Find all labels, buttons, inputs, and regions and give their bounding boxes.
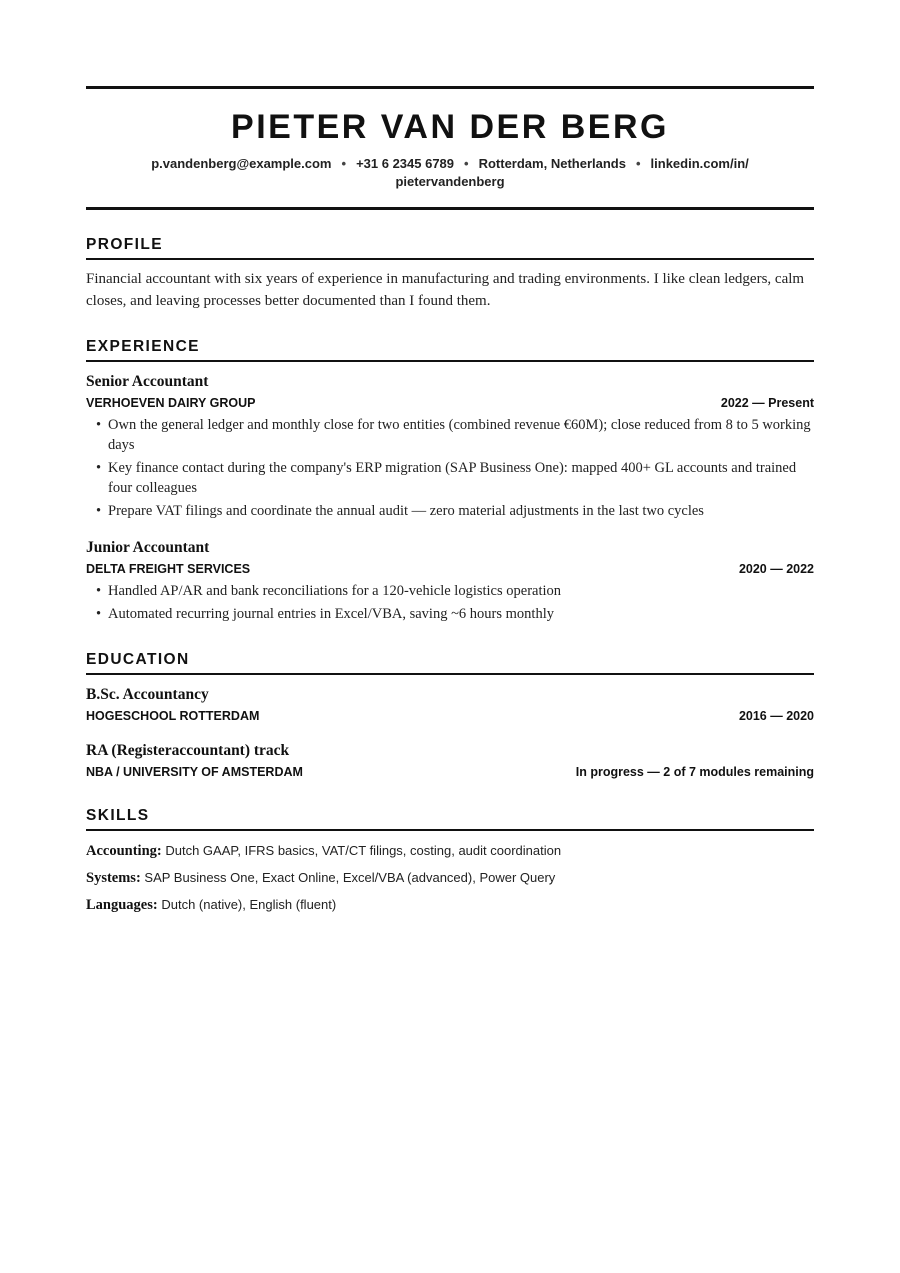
section-title-profile: PROFILE	[86, 236, 814, 260]
job-title: Junior Accountant	[86, 538, 210, 556]
job-title: Senior Accountant	[86, 373, 209, 390]
job-bullet: • Own the general ledger and monthly close for two entities (combined revenue €60M); close reduced from 8 to 5 working days	[96, 416, 814, 455]
contact-separator: •	[464, 156, 469, 171]
job-meta	[86, 560, 814, 578]
job-meta	[86, 394, 814, 412]
skill-label: Languages:	[86, 896, 158, 913]
profile-text: Financial accountant with six years of experience in manufacturing and trading environments. I like clean ledgers, calm closes, and leaving processes better documented than I found them.	[86, 271, 805, 309]
experience-section	[86, 338, 814, 625]
job-dates: 2022 — Present	[720, 396, 814, 410]
employer-name: VERHOEVEN DAIRY GROUP	[86, 396, 256, 410]
contact-phone[interactable]: +31 6 2345 6789	[356, 156, 455, 171]
job-bullets	[86, 582, 814, 625]
skills-section	[86, 807, 814, 915]
contact-separator: •	[635, 156, 641, 171]
job-bullet: • Handled AP/AR and bank reconciliations for a 120-vehicle logistics operation	[96, 582, 814, 602]
section-title-experience: EXPERIENCE	[86, 338, 814, 362]
education-dates: In progress — 2 of 7 modules remaining	[575, 764, 814, 779]
degree-title: B.Sc. Accountancy	[86, 685, 209, 703]
contact-location: Rotterdam, Netherlands	[478, 156, 626, 171]
education-entry	[86, 741, 814, 781]
experience-entry	[86, 538, 814, 625]
education-dates: 2016 — 2020	[738, 708, 814, 723]
degree-title: RA (Registeraccountant) track	[86, 741, 290, 759]
job-bullet: • Key finance contact during the company's ERP migration (SAP Business One): mapped 400+ GL accounts and trained four colleagues	[96, 459, 814, 498]
institution-name: NBA / UNIVERSITY OF AMSTERDAM	[86, 764, 303, 779]
skill-label: Accounting:	[86, 842, 162, 859]
education-meta	[86, 763, 814, 781]
contact-separator: •	[341, 156, 347, 171]
job-bullets	[86, 416, 814, 522]
section-title-education: EDUCATION	[86, 651, 814, 675]
skill-line	[86, 841, 814, 861]
education-meta	[86, 707, 814, 725]
skills-list	[86, 841, 814, 915]
education-section	[86, 651, 814, 781]
job-bullet: • Automated recurring journal entries in Excel/VBA, saving ~6 hours monthly	[96, 605, 814, 625]
job-bullet: • Prepare VAT filings and coordinate the annual audit — zero material adjustments in the last two cycles	[96, 502, 814, 522]
contact-email[interactable]: p.vandenberg@example.com	[151, 156, 332, 171]
section-title-skills: SKILLS	[86, 807, 814, 831]
candidate-name: PIETER VAN DER BERG	[231, 108, 669, 146]
resume-header	[86, 89, 814, 207]
contact-line	[130, 155, 770, 191]
contact-linkedin[interactable]: linkedin.com/in/ pietervandenberg	[395, 156, 749, 189]
job-dates: 2020 — 2022	[738, 561, 814, 576]
skill-value: Dutch (native), English (fluent)	[161, 896, 337, 912]
education-entry	[86, 685, 814, 725]
skill-line	[86, 868, 814, 888]
skill-value: Dutch GAAP, IFRS basics, VAT/CT filings, costing, audit coordination	[165, 842, 562, 858]
header-bottom-rule	[86, 207, 814, 210]
institution-name: HOGESCHOOL ROTTERDAM	[86, 708, 260, 723]
skill-label: Systems:	[86, 869, 141, 886]
skill-line	[86, 895, 814, 915]
employer-name: DELTA FREIGHT SERVICES	[86, 561, 251, 576]
skill-value: SAP Business One, Exact Online, Excel/VBA (advanced), Power Query	[144, 869, 556, 885]
profile-section	[86, 236, 814, 312]
experience-entry	[86, 372, 814, 522]
